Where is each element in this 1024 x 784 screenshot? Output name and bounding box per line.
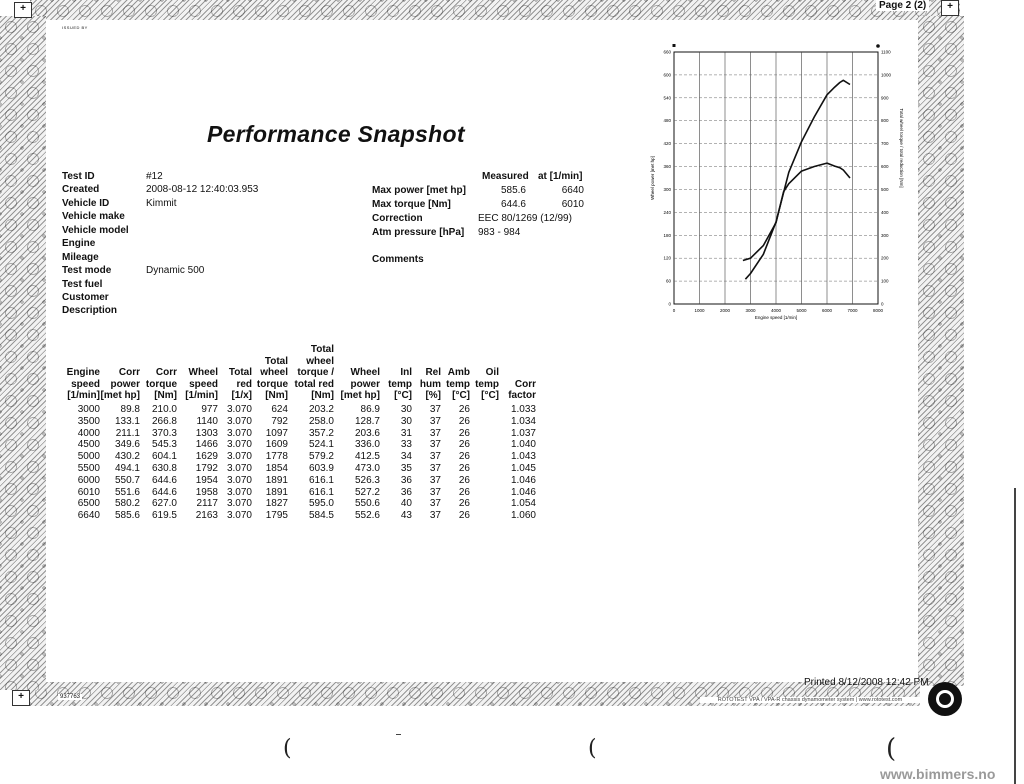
table-cell: 336.0 [354,439,380,451]
table-cell: 26 [458,451,470,463]
table-cell: 26 [458,486,470,498]
y2-axis-label: Total wheel torque / total reduction [Nm] [899,108,904,188]
max-power-label: Max power [met hp] [372,185,466,196]
table-cell: 3.070 [226,415,252,427]
table-cell: 3.070 [226,451,252,463]
max-torque-value: 644.6 [500,199,526,210]
table-cell: 1.034 [510,415,536,427]
table-cell: 1.045 [510,463,536,475]
y2-tick-label: 700 [881,141,889,147]
y2-tick-label: 800 [881,118,889,124]
table-row [60,463,536,475]
table-cell: 1.046 [510,486,536,498]
info-row [62,237,258,250]
table-cell: 527.2 [354,486,380,498]
table-cell: 26 [458,510,470,522]
table-cell: 258.0 [308,415,334,427]
column-header-line: Wheel [188,367,218,379]
scan-edge-line [1014,488,1016,784]
atm-pressure-label: Atm pressure [hPa] [372,227,465,238]
y2-tick-label: 400 [881,209,889,215]
info-label: Engine [62,238,96,250]
x-tick-label: 2000 [719,308,731,313]
axis-marker [673,44,676,47]
table-cell: 6000 [77,474,100,486]
column-header-line: [Nm] [265,390,288,402]
table-cell: 792 [271,415,288,427]
info-label: Customer [62,291,109,303]
info-value: #12 [146,171,163,182]
column-header [412,344,441,404]
column-header-line: Wheel [350,367,380,379]
table-cell: 203.6 [354,427,380,439]
table-cell: 1.043 [510,451,536,463]
column-header-line: temp [388,378,412,390]
security-border-top [30,0,960,20]
table-row [60,439,536,451]
table-header-row [60,344,536,404]
table-cell: 26 [458,404,470,416]
column-header-line: speed [71,378,100,390]
table-cell [470,475,499,487]
security-border-right [918,16,964,686]
table-cell: 1629 [195,451,218,463]
x-tick-label: 1000 [694,308,705,313]
table-cell: 644.6 [151,474,177,486]
info-row [62,291,258,304]
table-cell: 550.6 [354,498,380,510]
info-label: Created [62,184,100,196]
table-cell: 430.2 [114,451,140,463]
y2-tick-label: 1100 [881,49,891,55]
column-header-line: [1/min] [67,390,100,402]
column-header-line: Total [264,355,288,367]
y-tick-label: 120 [663,255,671,261]
issued-by-label: ISSUED BY [62,25,88,30]
x-tick-label: 3000 [745,308,756,313]
column-header-line: Corr [514,378,536,390]
table-cell: 412.5 [354,451,380,463]
table-cell: 603.9 [308,463,334,475]
column-header [470,344,499,404]
column-header [441,344,470,404]
y-tick-label: 540 [663,95,671,101]
measured-header: Measured [482,171,529,182]
table-cell: 1954 [195,474,218,486]
table-cell: 31 [400,427,412,439]
table-cell: 524.1 [308,439,334,451]
max-torque-rpm: 6010 [561,199,584,210]
column-header-line: torque [256,378,288,390]
table-cell: 37 [429,439,441,451]
table-cell: 977 [201,404,218,416]
table-cell: 1.060 [510,510,536,522]
column-header-line: Inl [400,367,412,379]
table-cell [470,439,499,451]
table-cell: 37 [429,498,441,510]
y-tick-label: 600 [663,72,671,78]
table-cell: 203.2 [308,404,334,416]
table-cell: 1.037 [510,427,536,439]
table-cell [470,428,499,440]
table-cell [470,451,499,463]
y2-tick-label: 100 [881,278,889,284]
table-cell [470,487,499,499]
column-header-line: Rel [425,367,441,379]
max-torque-label: Max torque [Nm] [372,199,451,210]
table-cell: 30 [400,404,412,416]
column-header-line: [°C] [394,390,412,402]
column-header-line: wheel [260,367,288,379]
table-cell [470,463,499,475]
table-cell: 3.070 [226,427,252,439]
table-cell: 1778 [265,451,288,463]
table-cell: 1891 [265,486,288,498]
table-cell: 26 [458,415,470,427]
y-tick-label: 660 [663,49,671,55]
column-header-line: [1/min] [185,390,218,402]
test-info-list [62,170,258,318]
power-curve [745,80,850,279]
table-cell: 2163 [195,510,218,522]
table-cell: 3.070 [226,439,252,451]
table-row [60,498,536,510]
column-header-line: [°C] [481,390,499,402]
table-cell: 3.070 [226,486,252,498]
table-cell: 1.054 [510,498,536,510]
table-cell: 580.2 [114,498,140,510]
table-cell: 604.1 [151,451,177,463]
x-tick-label: 7000 [847,308,858,313]
column-header-line: power [110,378,140,390]
table-cell: 5000 [77,451,100,463]
column-header-line: factor [508,390,536,402]
info-value: Dynamic 500 [146,265,205,277]
table-cell: 37 [429,474,441,486]
column-header-line: Corr [118,367,140,379]
column-header [499,344,536,404]
corner-crosshair-icon [12,690,30,706]
table-cell: 36 [400,474,412,486]
table-cell: 37 [429,463,441,475]
column-header [252,344,288,404]
info-label: Description [62,305,118,317]
info-row [62,183,258,196]
column-header-line: torque [145,378,177,390]
table-cell: 1792 [195,463,218,475]
table-cell: 37 [429,427,441,439]
column-header-line: Total [310,344,334,355]
info-row [62,304,258,317]
info-label: Vehicle ID [62,197,110,209]
column-header-line: [Nm] [154,390,177,402]
table-cell: 266.8 [151,415,177,427]
table-cell: 5500 [77,463,100,475]
table-cell: 33 [400,439,412,451]
table-cell [470,498,499,510]
table-cell: 6500 [77,498,100,510]
table-cell: 630.8 [151,463,177,475]
table-cell: 3.070 [226,498,252,510]
rototest-logo-icon [928,682,962,716]
table-cell: 37 [429,510,441,522]
y2-tick-label: 0 [881,301,884,307]
security-border-left [0,16,46,690]
scan-dash-mark [396,734,401,735]
table-cell: 551.6 [114,486,140,498]
column-header-line: temp [446,378,470,390]
table-cell: 89.8 [120,404,140,416]
document-number: 937763 [60,694,81,700]
column-header [288,344,334,404]
page-title: Performance Snapshot [207,121,465,147]
table-cell: 624 [271,404,288,416]
table-cell [470,510,499,522]
column-header [334,344,380,404]
y2-tick-label: 500 [881,186,889,192]
scan-bracket-mark: ( [588,736,597,761]
table-cell: 2117 [196,498,218,510]
table-cell: 37 [429,415,441,427]
table-cell: 37 [429,486,441,498]
table-cell: 585.6 [114,510,140,522]
table-cell: 619.5 [151,510,177,522]
torque-curve [743,163,850,260]
table-cell: 1854 [265,463,288,475]
table-cell: 1891 [265,474,288,486]
column-header-line: [Nm] [311,390,334,402]
max-power-rpm: 6640 [561,185,584,196]
info-label: Mileage [62,251,99,263]
table-cell: 3.070 [226,404,252,416]
table-body [60,404,536,522]
column-header [218,344,252,404]
axis-marker [876,44,880,48]
table-cell: 526.3 [354,474,380,486]
info-value: 2008-08-12 12:40:03.953 [146,184,259,196]
y-tick-label: 360 [663,164,671,170]
table-row [60,404,536,416]
table-cell: 1.033 [510,404,536,416]
info-label: Test mode [62,265,112,277]
dyno-chart-svg [648,38,910,338]
info-value: Kimmit [146,197,177,209]
x-tick-label: 8000 [872,308,884,313]
table-cell: 1303 [195,427,218,439]
column-header-line: hum [419,378,441,390]
column-header-line: speed [189,378,218,390]
column-header-line: power [350,378,380,390]
column-header-line: [met hp] [340,390,380,402]
x-axis-label: Engine speed [1/min] [754,315,798,320]
y-tick-label: 0 [668,301,671,307]
table-cell: 4500 [77,439,100,451]
table-cell: 26 [458,439,470,451]
column-header-line: total red [294,378,334,390]
table-cell: 3.070 [226,510,252,522]
table-cell: 1097 [265,427,288,439]
page-label: Page 2 (2) [876,0,929,11]
table-cell: 35 [400,463,412,475]
table-cell: 616.1 [308,486,334,498]
table-cell: 644.6 [151,486,177,498]
y-tick-label: 480 [663,118,671,124]
y2-tick-label: 900 [881,95,889,101]
table-row [60,416,536,428]
column-header-line: Engine [66,367,100,379]
info-label: Vehicle make [62,211,125,223]
table-cell: 6640 [77,510,100,522]
table-cell: 579.2 [308,451,334,463]
column-header-line: [met hp] [100,390,140,402]
table-cell: 494.1 [114,463,140,475]
info-row [62,251,258,264]
y-tick-label: 240 [663,209,671,215]
x-tick-label: 6000 [821,308,833,313]
table-cell: 349.6 [114,439,140,451]
table-cell: 26 [458,427,470,439]
column-header-line: [1/x] [231,390,252,402]
printed-timestamp: Printed 8/12/2008 12:42 PM [804,677,929,688]
table-row [60,451,536,463]
table-cell: 545.3 [151,439,177,451]
table-row [60,475,536,487]
info-row [62,224,258,237]
table-cell: 370.3 [151,427,177,439]
column-header-line: red [236,378,252,390]
table-cell: 86.9 [360,404,380,416]
table-cell: 357.2 [308,427,334,439]
table-cell: 37 [429,451,441,463]
table-cell: 37 [429,404,441,416]
table-cell: 1958 [195,486,218,498]
info-row [62,210,258,223]
table-cell: 1795 [265,510,288,522]
column-header [140,344,177,404]
info-label: Test ID [62,171,95,182]
table-row [60,428,536,440]
measurement-table [60,344,536,522]
info-row [62,197,258,210]
column-header-line: Corr [155,367,177,379]
table-cell: 584.5 [308,510,334,522]
x-tick-label: 5000 [796,308,807,313]
table-cell: 211.1 [115,427,140,439]
table-cell: 1140 [196,415,218,427]
table-cell [470,416,499,428]
corner-crosshair-icon [14,2,32,18]
max-power-value: 585.6 [500,185,526,196]
y-tick-label: 180 [663,232,671,238]
table-cell: 550.7 [114,474,140,486]
table-cell: 26 [458,498,470,510]
scan-bracket-mark: ( [283,736,292,761]
table-cell: 26 [458,474,470,486]
table-cell: 1466 [195,439,218,451]
correction-label: Correction [372,213,423,224]
column-header-line: Total [228,367,252,379]
column-header [177,344,218,404]
y-tick-label: 300 [663,186,671,192]
info-row [62,170,258,183]
table-row [60,487,536,499]
table-cell: 43 [400,510,412,522]
table-cell [470,404,499,416]
y2-tick-label: 1000 [881,72,892,78]
column-header-line: Amb [447,367,470,379]
y-tick-label: 60 [665,278,671,284]
table-cell: 3000 [77,404,100,416]
table-cell: 1609 [265,439,288,451]
y2-tick-label: 600 [881,164,889,170]
table-cell: 3.070 [226,463,252,475]
table-cell: 627.0 [151,498,177,510]
info-row [62,264,258,277]
column-header [60,344,100,404]
atm-pressure-value: 983 - 984 [478,227,521,238]
y2-tick-label: 300 [881,232,889,238]
table-cell: 552.6 [354,510,380,522]
at-rpm-header: at [1/min] [538,171,583,182]
table-cell: 3.070 [226,474,252,486]
table-cell: 30 [400,415,412,427]
column-header-line: temp [475,378,499,390]
corner-crosshair-icon [941,0,959,16]
x-tick-label: 0 [672,308,676,313]
column-header [100,344,140,404]
table-cell: 36 [400,486,412,498]
table-cell: 595.0 [308,498,334,510]
table-cell: 40 [400,498,412,510]
table-cell: 210.0 [151,404,177,416]
table-cell: 616.1 [308,474,334,486]
table-cell: 6010 [77,486,100,498]
column-header-line: [°C] [452,390,470,402]
y2-tick-label: 200 [881,255,889,261]
dyno-chart [648,38,910,338]
table-row [60,510,536,522]
table-cell: 1.040 [510,439,536,451]
table-cell: 133.1 [114,415,140,427]
scan-bracket-mark: ( [886,734,897,764]
info-label: Test fuel [62,278,103,290]
x-tick-label: 4000 [770,308,782,313]
comments-label: Comments [372,254,424,265]
column-header-line: torque / [297,367,334,379]
table-cell: 128.7 [354,415,380,427]
table-cell: 34 [400,451,412,463]
table-cell: 1.046 [510,474,536,486]
table-cell: 473.0 [354,463,380,475]
table-cell: 1827 [265,498,288,510]
info-row [62,278,258,291]
column-header-line: Oil [485,367,499,379]
table-cell: 4000 [77,427,100,439]
table-cell: 3500 [77,415,100,427]
y-axis-label: Wheel power [met hp] [650,156,655,200]
rototest-footer-text: ROTOTEST VPA / VPA-R chassis dynamometer system | www.rototest.com [700,697,920,703]
correction-value: EEC 80/1269 (12/99) [478,213,572,224]
info-label: Vehicle model [62,224,129,236]
site-watermark: www.bimmers.no [880,766,996,782]
column-header-line: wheel [306,355,334,367]
column-header [380,344,412,404]
table-cell: 26 [458,463,470,475]
column-header-line: [%] [425,390,441,402]
y-tick-label: 420 [663,141,671,147]
